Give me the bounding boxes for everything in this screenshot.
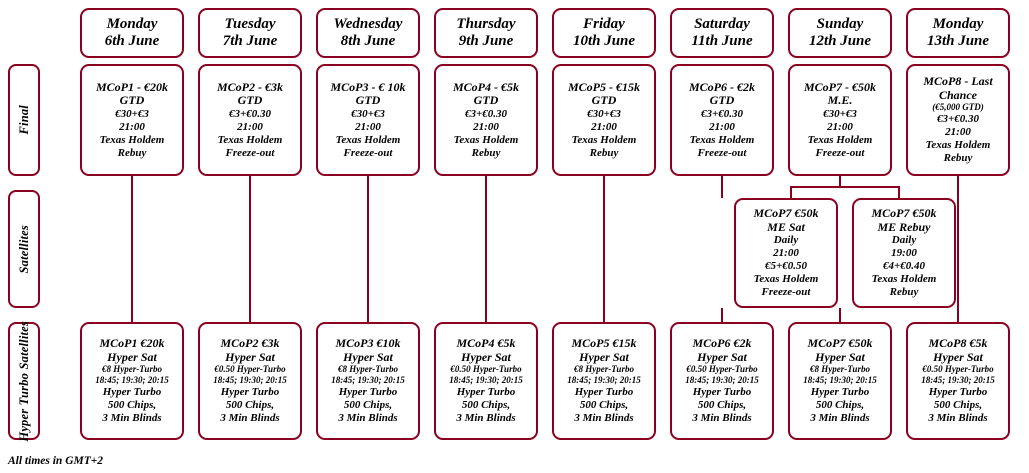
day-date: 13th June <box>926 33 990 49</box>
satellite-subtitle: ME Rebuy <box>877 219 931 234</box>
connector-mcop3 <box>367 176 369 322</box>
satellite-title: MCoP7 €50k <box>753 206 819 220</box>
final-game: Texas Holdem <box>99 133 165 146</box>
final-event-mcop3[interactable] <box>316 64 420 176</box>
hyper-satellite-mcop3[interactable] <box>316 322 420 440</box>
day-header-monday-6th <box>80 8 184 58</box>
row-label-satellites-text: Satellites <box>16 224 31 274</box>
hyper-buyin: €0.50 Hyper-Turbo <box>922 364 994 374</box>
day-date: 11th June <box>691 33 753 49</box>
connector-mcop6-sat-to-hyper <box>721 308 723 322</box>
day-header-monday-13th <box>906 8 1010 58</box>
hyper-blinds: 3 Min Blinds <box>220 412 280 424</box>
hyper-satellite-mcop8[interactable] <box>906 322 1010 440</box>
hyper-buyin: €8 Hyper-Turbo <box>810 364 870 374</box>
hyper-title: MCoP1 €20k <box>99 336 165 350</box>
hyper-chips: 500 Chips, <box>579 399 629 411</box>
final-gtd: GTD <box>119 93 145 107</box>
satellite-frequency: Daily <box>773 234 799 246</box>
final-format: Freeze-out <box>225 146 275 159</box>
hyper-buyin: €8 Hyper-Turbo <box>574 364 634 374</box>
satellite-game: Texas Holdem <box>753 273 819 285</box>
final-game: Texas Holdem <box>571 133 637 146</box>
hyper-format: Hyper Turbo <box>220 386 280 398</box>
final-buyin: €30+€3 <box>587 107 621 120</box>
row-label-satellites <box>8 190 40 308</box>
day-name: Thursday <box>456 16 516 32</box>
hyper-times: 18:45; 19:30; 20:15 <box>803 375 877 385</box>
hyper-blinds: 3 Min Blinds <box>574 412 634 424</box>
hyper-subtitle: Hyper Sat <box>579 349 629 364</box>
final-event-mcop4[interactable] <box>434 64 538 176</box>
hyper-satellite-mcop1[interactable] <box>80 322 184 440</box>
final-title: MCoP5 - €15k <box>568 79 640 94</box>
final-buyin: €30+€3 <box>115 107 149 120</box>
final-time: 21:00 <box>355 120 381 133</box>
hyper-chips: 500 Chips, <box>815 399 865 411</box>
hyper-title: MCoP2 €3k <box>220 336 280 350</box>
final-gtd: GTD <box>355 93 381 107</box>
final-buyin: €3+€0.30 <box>228 107 272 120</box>
day-date: 12th June <box>808 33 872 49</box>
hyper-title: MCoP8 €5k <box>928 336 988 350</box>
final-event-mcop7[interactable] <box>788 64 892 176</box>
hyper-satellite-mcop5[interactable] <box>552 322 656 440</box>
hyper-title: MCoP3 €10k <box>335 336 401 350</box>
hyper-title: MCoP5 €15k <box>571 336 637 350</box>
hyper-chips: 500 Chips, <box>461 399 511 411</box>
satellite-buyin: €5+€0.50 <box>764 260 808 272</box>
connector-mcop2 <box>249 176 251 322</box>
day-header-sunday-12th <box>788 8 892 58</box>
satellite-format: Rebuy <box>889 286 919 298</box>
final-buyin: €30+€3 <box>823 107 857 120</box>
final-game: Texas Holdem <box>689 133 755 146</box>
hyper-times: 18:45; 19:30; 20:15 <box>213 375 287 385</box>
final-buyin: €3+€0.30 <box>700 107 744 120</box>
final-game: Texas Holdem <box>335 133 401 146</box>
final-gtd: GTD <box>709 93 735 107</box>
day-name: Wednesday <box>333 16 403 32</box>
day-date: 9th June <box>458 33 514 49</box>
final-format: Rebuy <box>943 152 973 164</box>
hyper-satellite-mcop6[interactable] <box>670 322 774 440</box>
hyper-subtitle: Hyper Sat <box>461 349 511 364</box>
day-date: 10th June <box>572 33 636 49</box>
hyper-format: Hyper Turbo <box>574 386 634 398</box>
satellite-event-mcop7-me-rebuy[interactable] <box>852 198 956 308</box>
final-time: 21:00 <box>591 120 617 133</box>
satellite-buyin: €4+€0.40 <box>882 260 926 272</box>
final-event-mcop2[interactable] <box>198 64 302 176</box>
hyper-title: MCoP4 €5k <box>456 336 516 350</box>
connector-mcop1 <box>131 176 133 322</box>
hyper-blinds: 3 Min Blinds <box>928 412 988 424</box>
satellite-time: 21:00 <box>773 247 799 259</box>
hyper-buyin: €0.50 Hyper-Turbo <box>686 364 758 374</box>
hyper-subtitle: Hyper Sat <box>697 349 747 364</box>
satellite-title: MCoP7 €50k <box>871 206 937 220</box>
row-label-final-text: Final <box>16 105 31 135</box>
final-event-mcop5[interactable] <box>552 64 656 176</box>
satellite-event-mcop7-me-sat[interactable] <box>734 198 838 308</box>
hyper-chips: 500 Chips, <box>225 399 275 411</box>
hyper-format: Hyper Turbo <box>928 386 988 398</box>
final-format: Freeze-out <box>343 146 393 159</box>
hyper-format: Hyper Turbo <box>338 386 398 398</box>
final-buyin: €30+€3 <box>351 107 385 120</box>
hyper-buyin: €8 Hyper-Turbo <box>102 364 162 374</box>
hyper-buyin: €8 Hyper-Turbo <box>338 364 398 374</box>
final-time: 21:00 <box>237 120 263 133</box>
connector-mcop4 <box>485 176 487 322</box>
hyper-format: Hyper Turbo <box>456 386 516 398</box>
final-gtd: GTD <box>591 93 617 107</box>
final-time: 21:00 <box>827 120 853 133</box>
final-title: MCoP1 - €20k <box>96 79 168 94</box>
final-time: 21:00 <box>119 120 145 133</box>
hyper-blinds: 3 Min Blinds <box>692 412 752 424</box>
final-game: Texas Holdem <box>925 139 991 151</box>
final-gtd: GTD <box>473 93 499 107</box>
hyper-blinds: 3 Min Blinds <box>102 412 162 424</box>
row-label-hyper-turbo-satellites <box>8 322 40 440</box>
row-label-final <box>8 64 40 176</box>
hyper-buyin: €0.50 Hyper-Turbo <box>450 364 522 374</box>
hyper-format: Hyper Turbo <box>102 386 162 398</box>
final-event-mcop1[interactable] <box>80 64 184 176</box>
connector-mcop7-bar <box>790 186 900 188</box>
hyper-format: Hyper Turbo <box>692 386 752 398</box>
final-game: Texas Holdem <box>453 133 519 146</box>
row-label-hyper-text: Hyper Turbo Satellites <box>16 320 31 442</box>
connector-mcop7-left-branch <box>790 186 792 198</box>
final-gtd: Chance <box>938 87 977 102</box>
satellite-game: Texas Holdem <box>871 273 937 285</box>
hyper-times: 18:45; 19:30; 20:15 <box>685 375 759 385</box>
satellite-frequency: Daily <box>891 234 917 246</box>
final-event-mcop8[interactable] <box>906 64 1010 176</box>
final-time: 21:00 <box>709 120 735 133</box>
day-header-wednesday-8th <box>316 8 420 58</box>
hyper-chips: 500 Chips, <box>697 399 747 411</box>
day-header-thursday-9th <box>434 8 538 58</box>
footnote-timezone: All times in GMT+2 <box>8 455 104 467</box>
final-event-mcop6[interactable] <box>670 64 774 176</box>
hyper-subtitle: Hyper Sat <box>225 349 275 364</box>
connector-mcop6-to-sat <box>721 176 723 198</box>
final-title: MCoP8 - Last <box>923 74 993 88</box>
day-header-saturday-11th <box>670 8 774 58</box>
hyper-subtitle: Hyper Sat <box>933 349 983 364</box>
final-game: Texas Holdem <box>217 133 283 146</box>
final-format: Freeze-out <box>815 146 865 159</box>
hyper-chips: 500 Chips, <box>107 399 157 411</box>
satellite-time: 19:00 <box>891 247 917 259</box>
hyper-subtitle: Hyper Sat <box>815 349 865 364</box>
hyper-times: 18:45; 19:30; 20:15 <box>449 375 523 385</box>
final-title: MCoP7 - €50k <box>804 79 876 94</box>
final-title: MCoP3 - € 10k <box>330 79 406 94</box>
hyper-blinds: 3 Min Blinds <box>810 412 870 424</box>
final-note: (€5,000 GTD) <box>932 102 984 112</box>
hyper-satellite-mcop2[interactable] <box>198 322 302 440</box>
satellite-subtitle: ME Sat <box>767 219 805 234</box>
day-date: 8th June <box>340 33 396 49</box>
day-name: Monday <box>932 16 984 32</box>
final-title: MCoP6 - €2k <box>689 79 755 94</box>
final-gtd: M.E. <box>827 93 853 107</box>
hyper-subtitle: Hyper Sat <box>343 349 393 364</box>
final-gtd: GTD <box>237 93 263 107</box>
hyper-times: 18:45; 19:30; 20:15 <box>567 375 641 385</box>
day-header-friday-10th <box>552 8 656 58</box>
final-format: Rebuy <box>471 146 501 159</box>
final-format: Rebuy <box>117 146 147 159</box>
hyper-buyin: €0.50 Hyper-Turbo <box>214 364 286 374</box>
final-buyin: €3+€0.30 <box>464 107 508 120</box>
satellite-format: Freeze-out <box>761 286 811 298</box>
connector-mcop7-sat-to-hyper <box>839 308 841 322</box>
connector-mcop7-right-branch <box>898 186 900 198</box>
final-format: Rebuy <box>589 146 619 159</box>
final-game: Texas Holdem <box>807 133 873 146</box>
final-title: MCoP4 - €5k <box>453 79 519 94</box>
connector-mcop8 <box>957 176 959 322</box>
final-time: 21:00 <box>945 126 971 138</box>
day-name: Sunday <box>816 16 864 32</box>
hyper-satellite-mcop7[interactable] <box>788 322 892 440</box>
hyper-chips: 500 Chips, <box>343 399 393 411</box>
hyper-format: Hyper Turbo <box>810 386 870 398</box>
day-date: 6th June <box>104 33 160 49</box>
hyper-times: 18:45; 19:30; 20:15 <box>95 375 169 385</box>
day-name: Saturday <box>694 16 750 32</box>
hyper-title: MCoP7 €50k <box>807 336 873 350</box>
final-time: 21:00 <box>473 120 499 133</box>
day-name: Monday <box>106 16 158 32</box>
hyper-chips: 500 Chips, <box>933 399 983 411</box>
hyper-subtitle: Hyper Sat <box>107 349 157 364</box>
day-header-tuesday-7th <box>198 8 302 58</box>
connector-mcop5 <box>603 176 605 322</box>
hyper-blinds: 3 Min Blinds <box>338 412 398 424</box>
final-title: MCoP2 - €3k <box>217 79 283 94</box>
day-name: Friday <box>583 16 625 32</box>
final-buyin: €3+€0.30 <box>936 113 980 125</box>
hyper-blinds: 3 Min Blinds <box>456 412 516 424</box>
day-name: Tuesday <box>224 16 276 32</box>
day-date: 7th June <box>222 33 278 49</box>
hyper-satellite-mcop4[interactable] <box>434 322 538 440</box>
final-format: Freeze-out <box>697 146 747 159</box>
hyper-times: 18:45; 19:30; 20:15 <box>331 375 405 385</box>
hyper-title: MCoP6 €2k <box>692 336 752 350</box>
hyper-times: 18:45; 19:30; 20:15 <box>921 375 995 385</box>
